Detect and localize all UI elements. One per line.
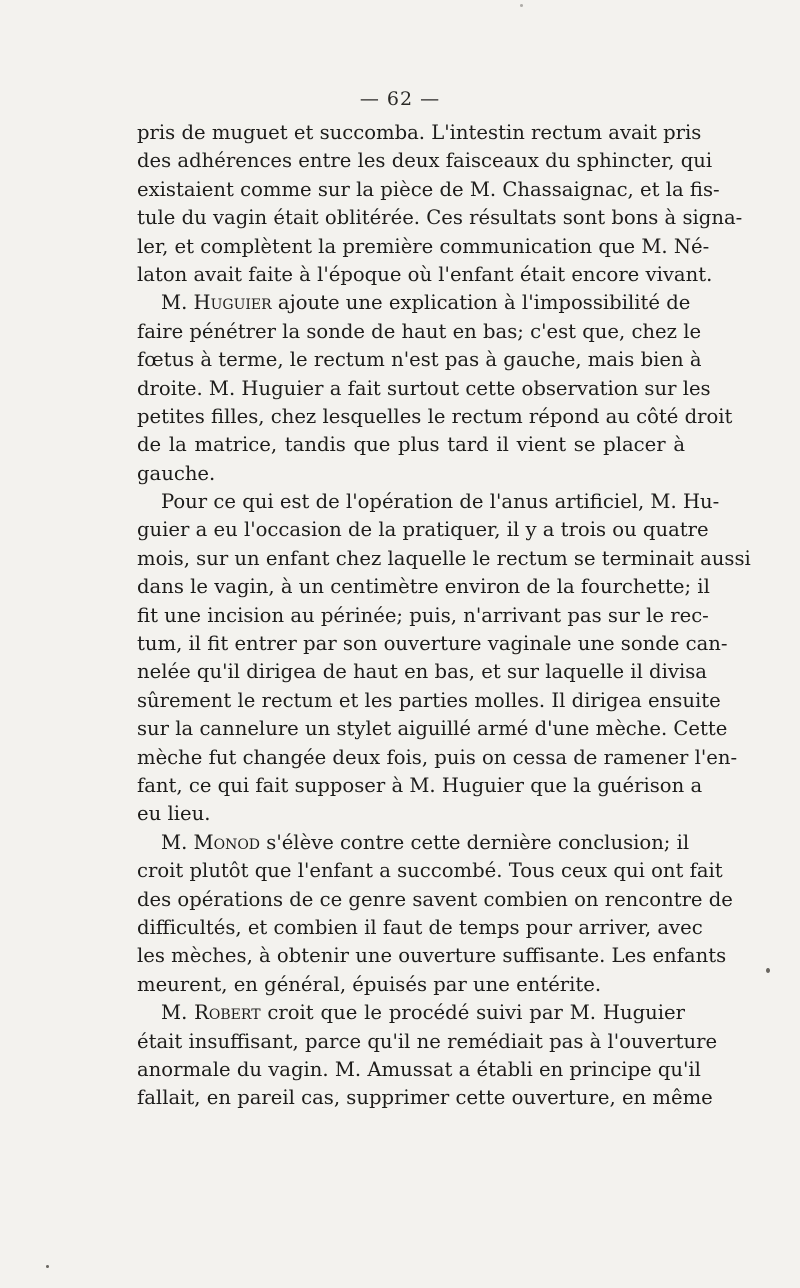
text-line: guier a eu l'occasion de la pratiquer, il y a trois ou quatre (137, 518, 709, 542)
text-line (137, 289, 691, 317)
text-line: fant, ce qui fait supposer à M. Huguier que la guérison a (137, 773, 703, 797)
text-line: mèche fut changée deux fois, puis on cessa de ramener l'en- (137, 745, 738, 769)
text-line: fœtus à terme, le rectum n'est pas à gauche, mais bien à (137, 348, 702, 372)
text-line: petites filles, chez lesquelles le rectum répond au côté droit (137, 404, 733, 428)
paper-speck (766, 968, 770, 973)
speaker-name: Monod (193, 830, 261, 854)
speaker-name: Robert (194, 1001, 261, 1025)
text-line: sur la cannelure un stylet aiguillé armé d'une mèche. Cette (137, 717, 728, 741)
text-line (137, 829, 690, 857)
text-line: de la matrice, tandis que plus tard il vient se placer à (137, 433, 685, 457)
text-line: était insuffisant, parce qu'il ne remédiait pas à l'ouverture (137, 1029, 718, 1053)
text-line: des adhérences entre les deux faisceaux du sphincter, qui (137, 149, 713, 173)
paper-speck (520, 4, 523, 7)
text-line: croit plutôt que l'enfant a succombé. Tous ceux qui ont fait (137, 859, 723, 883)
text-line: fit une incision au périnée; puis, n'arrivant pas sur le rec- (137, 603, 709, 627)
text-line: eu lieu. (137, 802, 211, 826)
line-text: M. (161, 830, 194, 854)
text-line: existaient comme sur la pièce de M. Chassaignac, et la fis- (137, 177, 720, 201)
text-line: gauche. (137, 461, 216, 485)
text-line: ler, et complètent la première communication que M. Né- (137, 234, 710, 258)
text-line: difficultés, et combien il faut de temps pour arriver, avec (137, 915, 703, 939)
text-line: tule du vagin était oblitérée. Ces résultats sont bons à signa- (137, 206, 743, 230)
line-text: M. (161, 291, 194, 315)
text-line: mois, sur un enfant chez laquelle le rectum se terminait aussi (137, 546, 751, 570)
text-line: laton avait faite à l'époque où l'enfant était encore vivant. (137, 262, 713, 286)
text-line: les mèches, à obtenir une ouverture suffisante. Les enfants (137, 944, 727, 968)
text-line: droite. M. Huguier a fait surtout cette observation sur les (137, 376, 711, 400)
text-line (137, 999, 685, 1027)
line-text: s'élève contre cette dernière conclusion; il (260, 830, 690, 854)
text-line: pris de muguet et succomba. L'intestin rectum avait pris (137, 121, 702, 144)
paper-speck (46, 1265, 49, 1268)
text-line: des opérations de ce genre savent combien on rencontre de (137, 887, 733, 911)
text-line: tum, il fit entrer par son ouverture vaginale une sonde can- (137, 632, 728, 656)
text-line: nelée qu'il dirigea de haut en bas, et sur laquelle il divisa (137, 660, 707, 684)
text-line: Pour ce qui est de l'opération de l'anus artificiel, M. Hu- (161, 490, 720, 514)
text-line: anormale du vagin. M. Amussat a établi en principe qu'il (137, 1057, 701, 1081)
page-number: — 62 — (359, 88, 441, 110)
text-line: sûrement le rectum et les parties molles. Il dirigea ensuite (137, 688, 721, 712)
page-body (137, 119, 751, 1113)
text-line: meurent, en général, épuisés par une entérite. (137, 972, 602, 996)
speaker-name: Huguier (193, 291, 272, 315)
line-text: M. (161, 1001, 195, 1025)
text-line: fallait, en pareil cas, supprimer cette ouverture, en même (137, 1086, 713, 1110)
text-line: dans le vagin, à un centimètre environ de la fourchette; il (137, 575, 710, 599)
line-text: croit que le procédé suivi par M. Huguier (260, 1001, 685, 1025)
text-line: faire pénétrer la sonde de haut en bas; c'est que, chez le (137, 319, 702, 343)
line-text: ajoute une explication à l'impossibilité de (271, 291, 691, 315)
